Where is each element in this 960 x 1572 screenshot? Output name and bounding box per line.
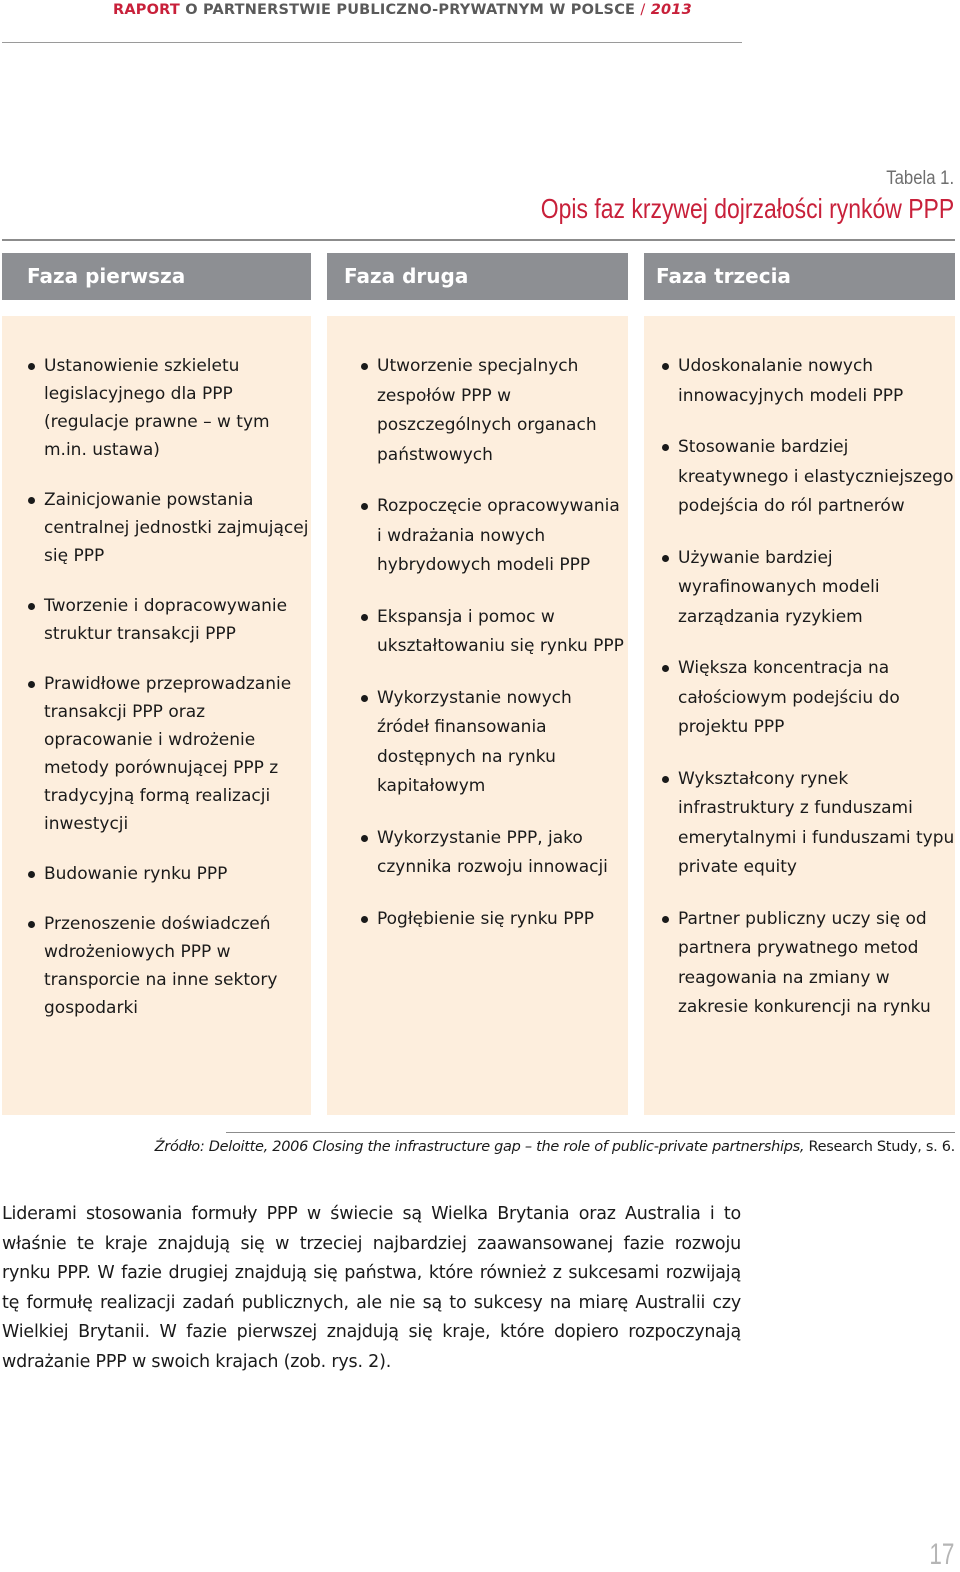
- title-divider: [2, 239, 955, 241]
- list-item: Utworzenie specjalnych zespołów PPP w poszczególnych organach państwowych: [335, 352, 628, 470]
- list-item: Stosowanie bardziej kreatywnego i elastyczniejszego podejścia do ról partnerów: [636, 433, 955, 522]
- source-title: Closing the infrastructure gap – the role of public-private partnerships,: [312, 1139, 805, 1155]
- body-paragraph: Liderami stosowania formuły PPP w świecie są Wielka Brytania oraz Australia i to właśnie te kraje znajdują się w trzeciej najbardziej zaawansowanej fazie rozwoju rynku PPP. W fazie drugiej znajdują się państwa, które również z sukcesami rozwijają tę formułę realizacji zadań publicznych, ale nie są to sukcesy na miarę Australii czy Wielkiej Brytanii. W fazie pierwszej znajdują się kraje, które dopiero rozpoczynają wdrażanie PPP w swoich krajach (zob. rys. 2).: [2, 1204, 741, 1372]
- column-heading-phase-2: Faza druga: [327, 253, 628, 300]
- table-label: Tabela 1.: [886, 168, 954, 189]
- list-item: Ustanowienie szkieletu legislacyjnego dla PPP (regulacje prawne – w tym m.in. ustawa): [2, 352, 311, 464]
- source-prefix: Źródło: Deloitte, 2006: [154, 1139, 313, 1155]
- running-header-year: 2013: [645, 2, 692, 18]
- list-item: Budowanie rynku PPP: [2, 860, 311, 888]
- list-item: Używanie bardziej wyrafinowanych modeli zarządzania ryzykiem: [636, 544, 955, 633]
- list-item: Wykształcony rynek infrastruktury z funduszami emerytalnymi i funduszami typu private equity: [636, 765, 955, 883]
- list-item: Wykorzystanie nowych źródeł finansowania dostępnych na rynku kapitałowym: [335, 684, 628, 802]
- phase-3-list: [636, 352, 955, 1045]
- list-item: Przenoszenie doświadczeń wdrożeniowych PPP w transporcie na inne sektory gospodarki: [2, 910, 311, 1022]
- list-item: Udoskonalanie nowych innowacyjnych modeli PPP: [636, 352, 955, 411]
- list-item: Prawidłowe przeprowadzanie transakcji PPP oraz opracowanie i wdrożenie metody porównującej PPP z tradycyjną formą realizacji inwestycji: [2, 670, 311, 838]
- list-item: Rozpoczęcie opracowywania i wdrażania nowych hybrydowych modeli PPP: [335, 492, 628, 581]
- phase-1-column: [2, 316, 311, 1115]
- list-item: Zainicjowanie powstania centralnej jednostki zajmującej się PPP: [2, 486, 311, 570]
- list-item: Ekspansja i pomoc w ukształtowaniu się rynku PPP: [335, 603, 628, 662]
- column-heading-phase-1: Faza pierwsza: [2, 253, 311, 300]
- list-item: Pogłębienie się rynku PPP: [335, 905, 628, 935]
- running-header: [113, 2, 692, 18]
- table-source: [155, 1139, 955, 1155]
- column-heading-phase-3: Faza trzecia: [644, 253, 955, 300]
- list-item: Większa koncentracja na całościowym podejściu do projektu PPP: [636, 654, 955, 743]
- running-header-slash: /: [640, 2, 646, 18]
- table-title: Opis faz krzywej dojrzałości rynków PPP: [540, 193, 954, 224]
- phase-2-column: [327, 316, 628, 1115]
- list-item: Partner publiczny uczy się od partnera prywatnego metod reagowania na zmiany w zakresie konkurencji na rynku: [636, 905, 955, 1023]
- list-item: Wykorzystanie PPP, jako czynnika rozwoju innowacji: [335, 824, 628, 883]
- list-item: Tworzenie i dopracowywanie struktur transakcji PPP: [2, 592, 311, 648]
- page-number: 17: [928, 1538, 954, 1571]
- running-header-report: RAPORT: [113, 2, 180, 18]
- header-divider: [2, 42, 742, 43]
- source-divider: [226, 1132, 955, 1133]
- source-suffix: Research Study, s. 6.: [804, 1139, 955, 1155]
- phase-2-list: [335, 352, 628, 956]
- running-header-title: O PARTNERSTWIE PUBLICZNO-PRYWATNYM W POLSCE: [179, 2, 641, 18]
- phase-1-list: [2, 352, 311, 1044]
- phase-3-column: [644, 316, 955, 1115]
